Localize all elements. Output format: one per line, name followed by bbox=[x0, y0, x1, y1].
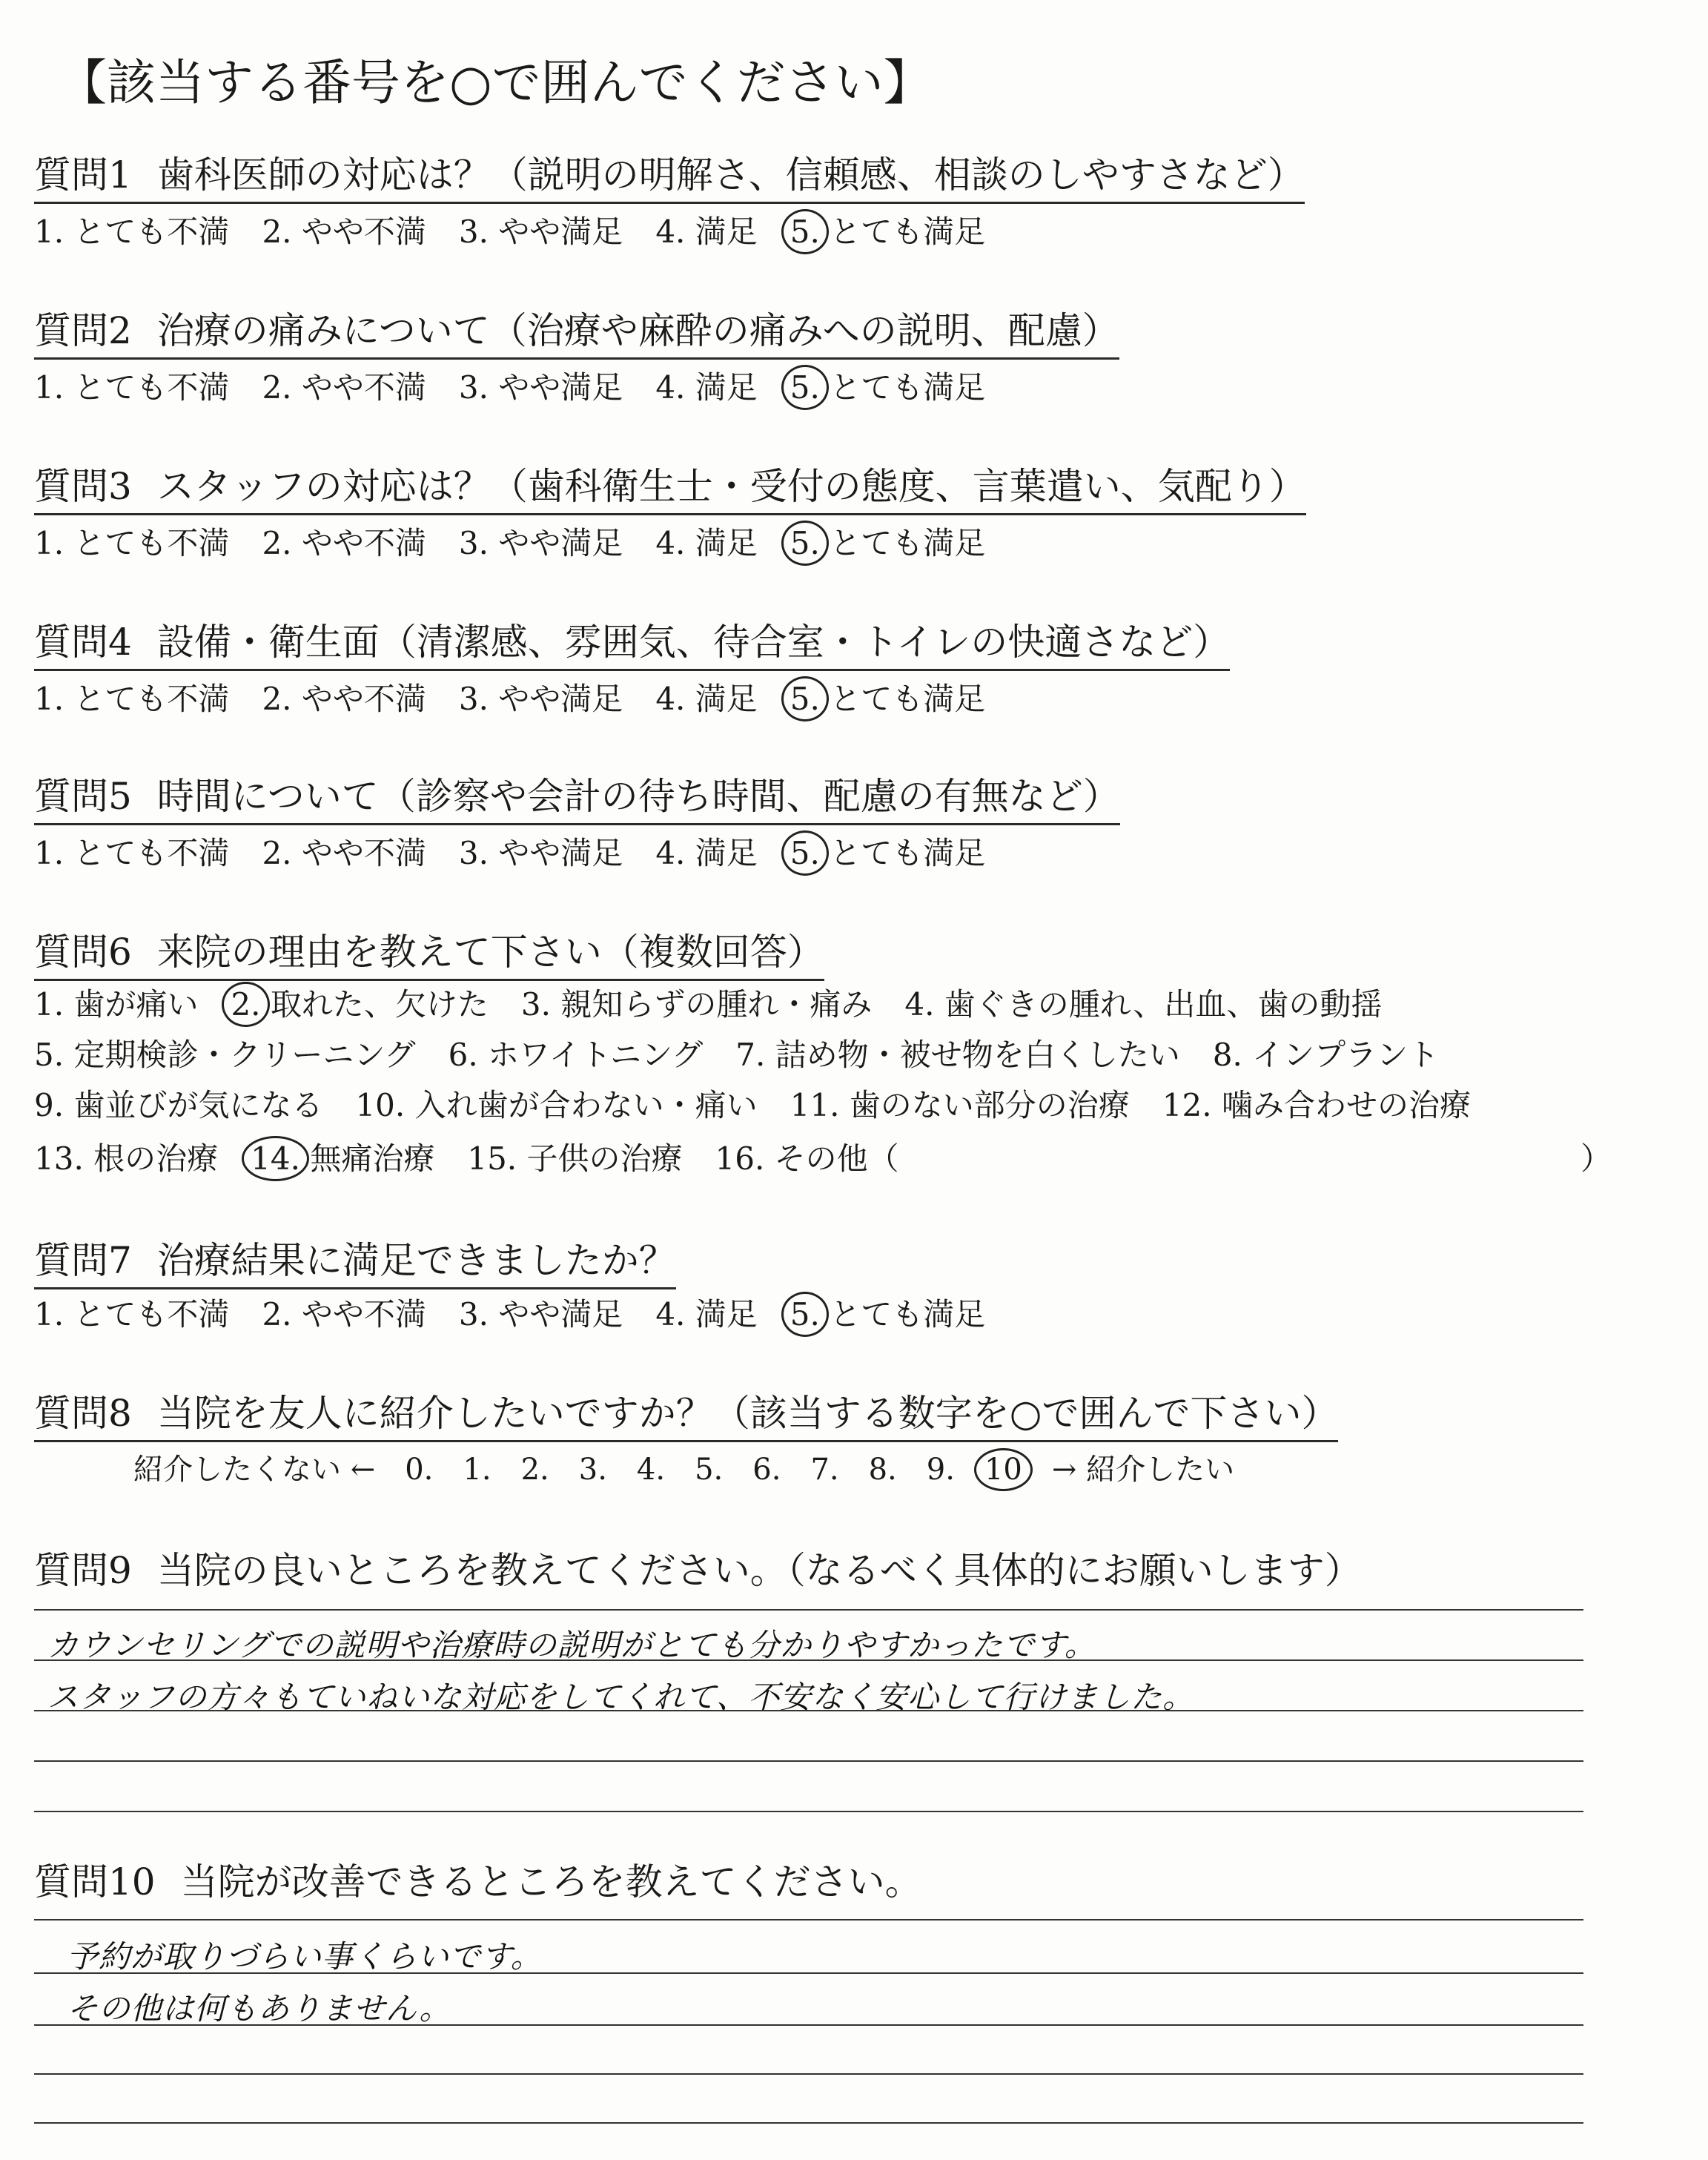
question-6-row-4 bbox=[34, 1135, 899, 1179]
option-3[interactable]: 3. やや満足 bbox=[458, 369, 623, 406]
option-5-selected[interactable]: 5. とても満足 bbox=[790, 525, 986, 561]
handwritten-answer-line: 予約が取りづらい事くらいです。 bbox=[67, 1938, 543, 1975]
question-number: 質問9 bbox=[34, 1549, 132, 1592]
handwritten-answer-line: その他は何もありません。 bbox=[67, 1990, 451, 2027]
selected-circle-mark: 5. bbox=[790, 835, 820, 871]
question-text: 歯科医師の対応は？（説明の明解さ、信頼感、相談のしやすさなど） bbox=[156, 153, 1305, 196]
option-2[interactable]: 2. やや不満 bbox=[262, 369, 426, 406]
reason-option[interactable]: 4. 歯ぐきの腫れ、出血、歯の動揺 bbox=[904, 986, 1383, 1023]
option-5-selected[interactable]: 5. とても満足 bbox=[790, 214, 986, 250]
option-3[interactable]: 3. やや満足 bbox=[458, 214, 623, 250]
question-2-options bbox=[34, 363, 985, 408]
handwritten-answer-line: スタッフの方々もていねいな対応をしてくれて、不安なく安心して行けました。 bbox=[47, 1679, 1195, 1715]
option-5-selected[interactable]: 5. とても満足 bbox=[790, 681, 986, 717]
question-text: スタッフの対応は？（歯科衛生士・受付の態度、言葉遣い、気配り） bbox=[156, 465, 1306, 508]
answer-line bbox=[34, 1811, 1583, 1812]
option-2[interactable]: 2. やや不満 bbox=[262, 681, 426, 717]
question-6-heading bbox=[34, 922, 824, 981]
answer-line bbox=[34, 2122, 1583, 2124]
question-6-row-1 bbox=[34, 980, 1382, 1025]
question-number: 質問1 bbox=[34, 153, 132, 196]
reason-option[interactable]: 1. 歯が痛い bbox=[34, 986, 199, 1023]
scale-option[interactable]: 4. bbox=[636, 1453, 666, 1487]
option-4[interactable]: 4. 満足 bbox=[655, 214, 758, 250]
reason-option[interactable]: 6. ホワイトニング bbox=[448, 1037, 704, 1073]
question-1-options bbox=[34, 208, 985, 252]
scale-option-selected[interactable] bbox=[984, 1453, 1022, 1487]
scale-left-label: 紹介したくない ← bbox=[133, 1453, 376, 1487]
question-10-heading bbox=[34, 1852, 922, 1906]
question-4-heading bbox=[34, 612, 1230, 671]
selected-circle-mark: 5. bbox=[790, 369, 820, 406]
question-text: 設備・衛生面（清潔感、雰囲気、待合室・トイレの快適さなど） bbox=[156, 621, 1231, 664]
question-text: 時間について（診察や会計の待ち時間、配慮の有無など） bbox=[156, 775, 1120, 818]
page-title: 【該当する番号を○で囲んでください】 bbox=[58, 54, 933, 111]
option-3[interactable]: 3. やや満足 bbox=[458, 1296, 623, 1332]
question-text: 来院の理由を教えて下さい（複数回答） bbox=[156, 931, 824, 974]
option-1[interactable]: 1. とても不満 bbox=[34, 369, 230, 406]
reason-option[interactable]: 11. 歯のない部分の治療 bbox=[790, 1087, 1130, 1123]
question-text: 当院の良いところを教えてください。（なるべく具体的にお願いします） bbox=[156, 1549, 1362, 1592]
question-number: 質問7 bbox=[34, 1239, 132, 1282]
option-1[interactable]: 1. とても不満 bbox=[34, 525, 230, 561]
scale-option[interactable]: 5. bbox=[695, 1453, 724, 1487]
option-5-selected[interactable]: 5. とても満足 bbox=[790, 1296, 986, 1332]
option-1[interactable]: 1. とても不満 bbox=[34, 214, 230, 250]
selected-circle-mark: 5. bbox=[790, 681, 820, 717]
selected-circle-mark: 5. bbox=[790, 214, 820, 250]
option-4[interactable]: 4. 満足 bbox=[655, 525, 758, 561]
scale-right-label: → 紹介したい bbox=[1051, 1453, 1235, 1487]
option-4[interactable]: 4. 満足 bbox=[655, 681, 758, 717]
question-number: 質問8 bbox=[34, 1392, 132, 1435]
question-6-row-3 bbox=[34, 1081, 1471, 1126]
option-1[interactable]: 1. とても不満 bbox=[34, 1296, 230, 1332]
scale-option[interactable]: 9. bbox=[926, 1453, 955, 1487]
question-text: 治療の痛みについて（治療や麻酔の痛みへの説明、配慮） bbox=[156, 309, 1119, 352]
reason-option[interactable]: 9. 歯並びが気になる bbox=[34, 1087, 323, 1123]
question-5-heading bbox=[34, 767, 1120, 825]
option-5-selected[interactable]: 5. とても満足 bbox=[790, 369, 986, 406]
option-2[interactable]: 2. やや不満 bbox=[262, 525, 426, 561]
question-5-options bbox=[34, 829, 985, 873]
question-text: 当院が改善できるところを教えてください。 bbox=[180, 1860, 922, 1903]
other-close-paren: ） bbox=[1580, 1140, 1612, 1177]
question-7-heading bbox=[34, 1231, 676, 1289]
option-3[interactable]: 3. やや満足 bbox=[458, 681, 623, 717]
reason-option[interactable]: 13. 根の治療 bbox=[34, 1140, 219, 1177]
question-number: 質問10 bbox=[34, 1860, 156, 1903]
option-4[interactable]: 4. 満足 bbox=[655, 835, 758, 871]
option-1[interactable]: 1. とても不満 bbox=[34, 681, 230, 717]
selected-circle-mark: 5. bbox=[790, 525, 820, 561]
scale-option[interactable]: 0. bbox=[405, 1453, 434, 1487]
question-4-options bbox=[34, 675, 985, 719]
scale-option[interactable]: 7. bbox=[810, 1453, 839, 1487]
reason-option[interactable]: 10. 入れ歯が合わない・痛い bbox=[355, 1087, 758, 1123]
reason-option[interactable]: 7. 詰め物・被せ物を白くしたい bbox=[735, 1037, 1180, 1073]
question-3-options bbox=[34, 519, 985, 564]
option-1[interactable]: 1. とても不満 bbox=[34, 835, 230, 871]
question-text: 治療結果に満足できましたか？ bbox=[156, 1239, 676, 1282]
question-8-heading bbox=[34, 1384, 1338, 1442]
selected-circle-mark: 2. bbox=[231, 986, 261, 1023]
scale-option[interactable]: 1. bbox=[463, 1453, 491, 1487]
question-text: 当院を友人に紹介したいですか？（該当する数字を○で囲んで下さい） bbox=[156, 1392, 1339, 1435]
question-number: 質問6 bbox=[34, 931, 132, 974]
question-number: 質問5 bbox=[34, 775, 132, 818]
question-number: 質問3 bbox=[34, 465, 132, 508]
question-9-heading bbox=[34, 1541, 1362, 1594]
reason-option[interactable]: 3. 親知らずの腫れ・痛み bbox=[520, 986, 873, 1023]
selected-circle-mark: 14. bbox=[251, 1140, 300, 1177]
question-number: 質問2 bbox=[34, 309, 132, 352]
scale-option[interactable]: 3. bbox=[578, 1453, 607, 1487]
selected-circle-mark: 5. bbox=[790, 1296, 820, 1332]
option-4[interactable]: 4. 満足 bbox=[655, 1296, 758, 1332]
handwritten-answer-line: カウンセリングでの説明や治療時の説明がとても分かりやすかったです。 bbox=[47, 1627, 1096, 1663]
reason-option-selected[interactable]: 2. 取れた、欠けた bbox=[231, 986, 489, 1023]
option-2[interactable]: 2. やや不満 bbox=[262, 214, 426, 250]
question-2-heading bbox=[34, 301, 1119, 360]
answer-line bbox=[34, 1760, 1583, 1762]
answer-line bbox=[34, 1609, 1583, 1611]
option-2[interactable]: 2. やや不満 bbox=[262, 1296, 426, 1332]
option-3[interactable]: 3. やや満足 bbox=[458, 835, 623, 871]
reason-option[interactable]: 12. 噛み合わせの治療 bbox=[1162, 1087, 1471, 1123]
option-3[interactable]: 3. やや満足 bbox=[458, 525, 623, 561]
scale-option[interactable]: 8. bbox=[868, 1453, 897, 1487]
question-6-row-2 bbox=[34, 1031, 1439, 1075]
reason-option-selected[interactable]: 14. 無痛治療 bbox=[251, 1140, 435, 1177]
option-2[interactable]: 2. やや不満 bbox=[262, 835, 426, 871]
selected-circle-mark: 10 bbox=[984, 1453, 1022, 1487]
option-5-selected[interactable]: 5. とても満足 bbox=[790, 835, 986, 871]
reason-option-other[interactable]: 16. その他（ bbox=[715, 1140, 899, 1177]
scale-option[interactable]: 2. bbox=[520, 1453, 549, 1487]
answer-line bbox=[34, 1919, 1583, 1920]
reason-option[interactable]: 8. インプラント bbox=[1212, 1037, 1440, 1073]
question-3-heading bbox=[34, 457, 1306, 515]
question-number: 質問4 bbox=[34, 621, 132, 664]
answer-line bbox=[34, 2073, 1583, 2075]
option-4[interactable]: 4. 満足 bbox=[655, 369, 758, 406]
question-1-heading bbox=[34, 145, 1305, 204]
question-7-options bbox=[34, 1290, 985, 1335]
reason-option[interactable]: 5. 定期検診・クリーニング bbox=[34, 1037, 416, 1073]
scale-option[interactable]: 6. bbox=[752, 1453, 781, 1487]
question-8-scale bbox=[133, 1446, 1264, 1488]
reason-option[interactable]: 15. 子供の治療 bbox=[467, 1140, 683, 1177]
